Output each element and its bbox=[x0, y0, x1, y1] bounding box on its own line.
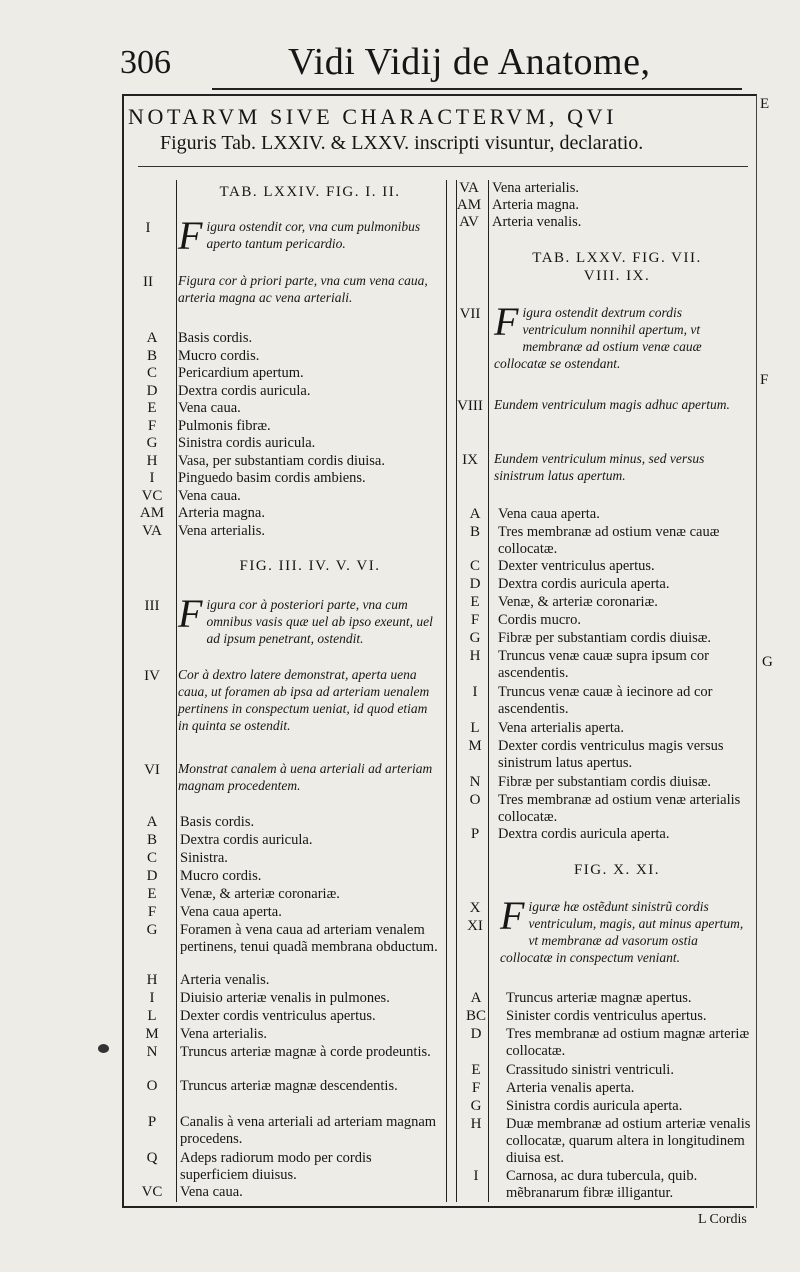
item-text: Arteria magna. bbox=[178, 505, 265, 521]
item-text: Truncus arteriæ magnæ descendentis. bbox=[180, 1078, 398, 1094]
block-label: XI bbox=[467, 918, 483, 934]
block-body: Eundem ventriculum magis adhuc apertum. bbox=[494, 397, 730, 412]
item-text: Truncus arteriæ magnæ à corde prodeuntis. bbox=[180, 1044, 431, 1060]
item-label: VA bbox=[459, 180, 479, 196]
item-label: VC bbox=[141, 487, 163, 504]
item-text: Sinistra cordis auricula. bbox=[178, 435, 316, 451]
item-label: D bbox=[146, 868, 158, 884]
item-label: A bbox=[469, 506, 481, 522]
item-text: Arteria venalis aperta. bbox=[506, 1080, 635, 1096]
item-text: Vena arterialis aperta. bbox=[498, 720, 624, 736]
item-label: D bbox=[470, 1026, 482, 1042]
header-rule bbox=[212, 88, 742, 90]
item-text: Dextra cordis auricula aperta. bbox=[498, 576, 670, 592]
item-text: Adeps radiorum modo per cordis superficiem diuisus. bbox=[180, 1150, 372, 1183]
bottom-rule bbox=[122, 1206, 754, 1208]
item-label: Q bbox=[146, 1150, 158, 1166]
figure-heading: TAB. LXXIV. FIG. I. II. bbox=[219, 184, 401, 200]
item-text: Pulmonis fibræ. bbox=[178, 417, 271, 434]
block-label: IV bbox=[144, 668, 160, 684]
item-text: Basis cordis. bbox=[180, 814, 255, 830]
item-label: A bbox=[146, 330, 158, 346]
item-label: L bbox=[147, 1008, 157, 1024]
item-label: G bbox=[146, 922, 158, 938]
item-label: H bbox=[469, 648, 481, 664]
block-label: IX bbox=[462, 452, 478, 468]
item-label: F bbox=[147, 904, 157, 920]
block-body: igura ostendit cor, vna cum pulmonibus aperto tantum pericardio. bbox=[206, 219, 421, 251]
item-text: Sinistra. bbox=[180, 850, 228, 866]
item-label: C bbox=[146, 850, 157, 866]
item-text: Vena caua. bbox=[178, 487, 241, 504]
item-text: Arteria venalis. bbox=[180, 972, 270, 988]
item-text: Arteria magna. bbox=[492, 197, 579, 213]
item-text: Vena arterialis. bbox=[492, 180, 579, 196]
item-label: A bbox=[146, 814, 158, 830]
item-label: F bbox=[471, 1080, 481, 1096]
heading-rule bbox=[138, 166, 748, 167]
item-label: H bbox=[470, 1116, 482, 1132]
item-text: Tres membranæ ad ostium venæ cauæ collocatæ. bbox=[498, 524, 720, 557]
section-heading-line1: NOTARVM SIVE CHARACTERVM, QVI bbox=[128, 104, 618, 129]
item-text: Diuisio arteriæ venalis in pulmones. bbox=[180, 990, 390, 1006]
left-label-rule bbox=[176, 180, 177, 1202]
item-label: C bbox=[469, 558, 480, 574]
block-label: VII bbox=[459, 306, 481, 322]
item-label: G bbox=[470, 1098, 482, 1114]
item-text: Dexter cordis ventriculus apertus. bbox=[180, 1008, 376, 1024]
block-body: Figura cor à priori parte, vna cum vena caua, arteria magna ac vena arteriali. bbox=[178, 273, 428, 305]
drop-cap: F bbox=[500, 893, 525, 938]
item-label: F bbox=[147, 417, 157, 434]
block-text bbox=[178, 213, 440, 258]
item-text: Duæ membranæ ad ostium arteriæ venalis collocatæ, quarum altera in longitudinem diuisa est. bbox=[506, 1116, 751, 1166]
block-body: igura cor à posteriori parte, vna cum omnibus vasis quæ uel ab ipso exeunt, uel ad ipsum penetrant, ostendit. bbox=[206, 597, 433, 646]
item-text: Mucro cordis. bbox=[180, 868, 262, 884]
item-label: VA bbox=[142, 522, 162, 539]
item-text: Pericardium apertum. bbox=[178, 365, 304, 381]
item-label: A bbox=[470, 990, 482, 1006]
item-text: Fibræ per substantiam cordis diuisæ. bbox=[498, 774, 712, 790]
item-text: Venæ, & arteriæ coronariæ. bbox=[498, 594, 658, 610]
item-label: C bbox=[146, 365, 157, 381]
item-text: Basis cordis. bbox=[178, 330, 253, 346]
block-text bbox=[494, 396, 748, 413]
block-body: Cor à dextro latere demonstrat, aperta uena caua, ut foramen ab ipsa ad arteriam uenalem pertinens in conspectum ueniat, id quod etiam in quinta se ostendit. bbox=[178, 667, 430, 733]
item-label: D bbox=[469, 576, 481, 592]
block-body: igura ostendit dextrum cordis ventriculum nonnihil apertum, vt membranæ ad ostium venæ cauæ collocatæ se ostendant. bbox=[494, 305, 702, 371]
block-body: Monstrat canalem à uena arteriali ad arteriam magnam procedentem. bbox=[178, 761, 433, 793]
item-label: AM bbox=[139, 505, 165, 521]
block-text bbox=[178, 272, 440, 306]
item-label: G bbox=[146, 435, 158, 451]
item-label: P bbox=[470, 826, 480, 842]
item-text: Dextra cordis auricula. bbox=[180, 832, 313, 848]
item-text: Vena caua aperta. bbox=[498, 506, 600, 522]
block-text bbox=[178, 760, 440, 794]
item-text: Canalis à vena arteriali ad arteriam magnam procedens. bbox=[180, 1114, 437, 1147]
margin-letter-f: F bbox=[760, 372, 769, 388]
item-label: B bbox=[469, 524, 480, 540]
item-text: Truncus arteriæ magnæ apertus. bbox=[506, 990, 692, 1006]
block-text bbox=[494, 450, 748, 484]
left-column-rule bbox=[446, 180, 447, 1202]
drop-cap: F bbox=[494, 299, 519, 344]
item-label: M bbox=[468, 738, 482, 754]
item-text: Cordis mucro. bbox=[498, 612, 581, 628]
running-title: Vidi Vidij de Anatome, bbox=[288, 41, 651, 83]
item-text: Carnosa, ac dura tubercula, quib. mẽbranarum fibræ illigantur. bbox=[506, 1168, 698, 1201]
item-text: Dextra cordis auricula. bbox=[178, 382, 311, 399]
item-label: N bbox=[146, 1044, 158, 1060]
item-text: Tres membranæ ad ostium magnæ arteriæ collocatæ. bbox=[506, 1026, 750, 1059]
item-text: Vena caua. bbox=[178, 400, 241, 416]
drop-cap: F bbox=[178, 591, 203, 636]
figure-heading: VIII. IX. bbox=[583, 268, 651, 284]
item-text: Sinistra cordis auricula aperta. bbox=[506, 1098, 683, 1114]
item-label: BC bbox=[465, 1008, 486, 1024]
item-label: N bbox=[469, 774, 481, 790]
item-text: Vasa, per substantiam cordis diuisa. bbox=[178, 452, 385, 469]
item-text: Dextra cordis auricula aperta. bbox=[498, 826, 670, 842]
block-label: X bbox=[469, 900, 481, 916]
item-text: Vena arterialis. bbox=[178, 522, 265, 539]
item-text: Tres membranæ ad ostium venæ arterialis collocatæ. bbox=[498, 792, 741, 825]
block-label: VI bbox=[144, 762, 160, 778]
item-label: O bbox=[146, 1078, 158, 1094]
item-label: L bbox=[470, 720, 480, 736]
item-label: I bbox=[472, 684, 478, 700]
block-label: VIII bbox=[457, 398, 483, 414]
block-label: I bbox=[145, 220, 151, 236]
figure-heading: TAB. LXXV. FIG. VII. bbox=[532, 250, 702, 266]
item-label: P bbox=[147, 1114, 157, 1130]
item-label: AV bbox=[459, 214, 479, 230]
item-label: F bbox=[470, 612, 480, 628]
item-label: M bbox=[145, 1026, 159, 1042]
item-text: Venæ, & arteriæ coronariæ. bbox=[180, 886, 340, 902]
margin-letter-e: E bbox=[760, 96, 770, 112]
figure-heading: FIG. III. IV. V. VI. bbox=[239, 558, 381, 574]
item-text: Truncus venæ cauæ à iecinore ad cor ascendentis. bbox=[498, 684, 713, 717]
section-heading-line2: Figuris Tab. LXXIV. & LXXV. inscripti visuntur, declaratio. bbox=[160, 132, 644, 154]
item-text: Truncus venæ cauæ supra ipsum cor ascendentis. bbox=[498, 648, 709, 681]
item-text: Pinguedo basim cordis ambiens. bbox=[178, 470, 366, 486]
block-body: iguræ hæ ostẽdunt sinistrũ cordis ventriculum, magis, aut minus apertum, vt membranæ ad vasorum ostia collocatæ in conspectum veniant. bbox=[500, 899, 744, 965]
item-text: Vena caua. bbox=[180, 1184, 243, 1200]
right-column-outer-rule bbox=[456, 180, 457, 1202]
item-text: Dexter cordis ventriculus magis versus sinistrum latus apertus. bbox=[498, 738, 724, 771]
item-label: O bbox=[469, 792, 481, 808]
figure-heading: FIG. X. XI. bbox=[573, 862, 661, 878]
block-text bbox=[178, 666, 440, 734]
item-label: H bbox=[146, 972, 158, 988]
item-label: AM bbox=[456, 197, 482, 213]
catchword: L Cordis bbox=[698, 1212, 747, 1227]
drop-cap: F bbox=[178, 213, 203, 258]
item-text: Sinister cordis ventriculus apertus. bbox=[506, 1008, 707, 1024]
item-text: Arteria venalis. bbox=[492, 214, 582, 230]
block-text bbox=[500, 893, 750, 966]
item-label: E bbox=[471, 1062, 481, 1078]
margin-letter-g: G bbox=[762, 654, 773, 670]
item-label: I bbox=[149, 990, 155, 1006]
item-text: Vena caua aperta. bbox=[180, 904, 282, 920]
item-text: Fibræ per substantiam cordis diuisæ. bbox=[498, 630, 712, 646]
item-text: Dexter ventriculus apertus. bbox=[498, 558, 655, 574]
block-body: Eundem ventriculum minus, sed versus sinistrum latus apertum. bbox=[494, 451, 705, 483]
item-label: H bbox=[146, 452, 158, 469]
item-label: B bbox=[146, 347, 157, 364]
item-text: Foramen à vena caua ad arteriam venalem pertinens, tenui quadã membrana obductum. bbox=[180, 922, 438, 955]
item-label: I bbox=[149, 470, 155, 486]
item-text: Crassitudo sinistri ventriculi. bbox=[506, 1062, 674, 1078]
item-label: E bbox=[147, 400, 157, 416]
item-label: E bbox=[470, 594, 480, 610]
item-text: Mucro cordis. bbox=[178, 347, 260, 364]
block-text bbox=[494, 299, 748, 372]
item-label: VC bbox=[141, 1184, 163, 1200]
block-label: III bbox=[144, 598, 160, 614]
item-label: B bbox=[146, 832, 157, 848]
item-label: E bbox=[147, 886, 157, 902]
item-label: G bbox=[469, 630, 481, 646]
item-label: D bbox=[146, 382, 158, 399]
page-number: 306 bbox=[120, 44, 171, 81]
ink-blot bbox=[98, 1044, 109, 1053]
item-text: Vena arterialis. bbox=[180, 1026, 267, 1042]
block-text bbox=[178, 591, 440, 647]
block-label: II bbox=[143, 274, 153, 290]
item-label: I bbox=[473, 1168, 479, 1184]
